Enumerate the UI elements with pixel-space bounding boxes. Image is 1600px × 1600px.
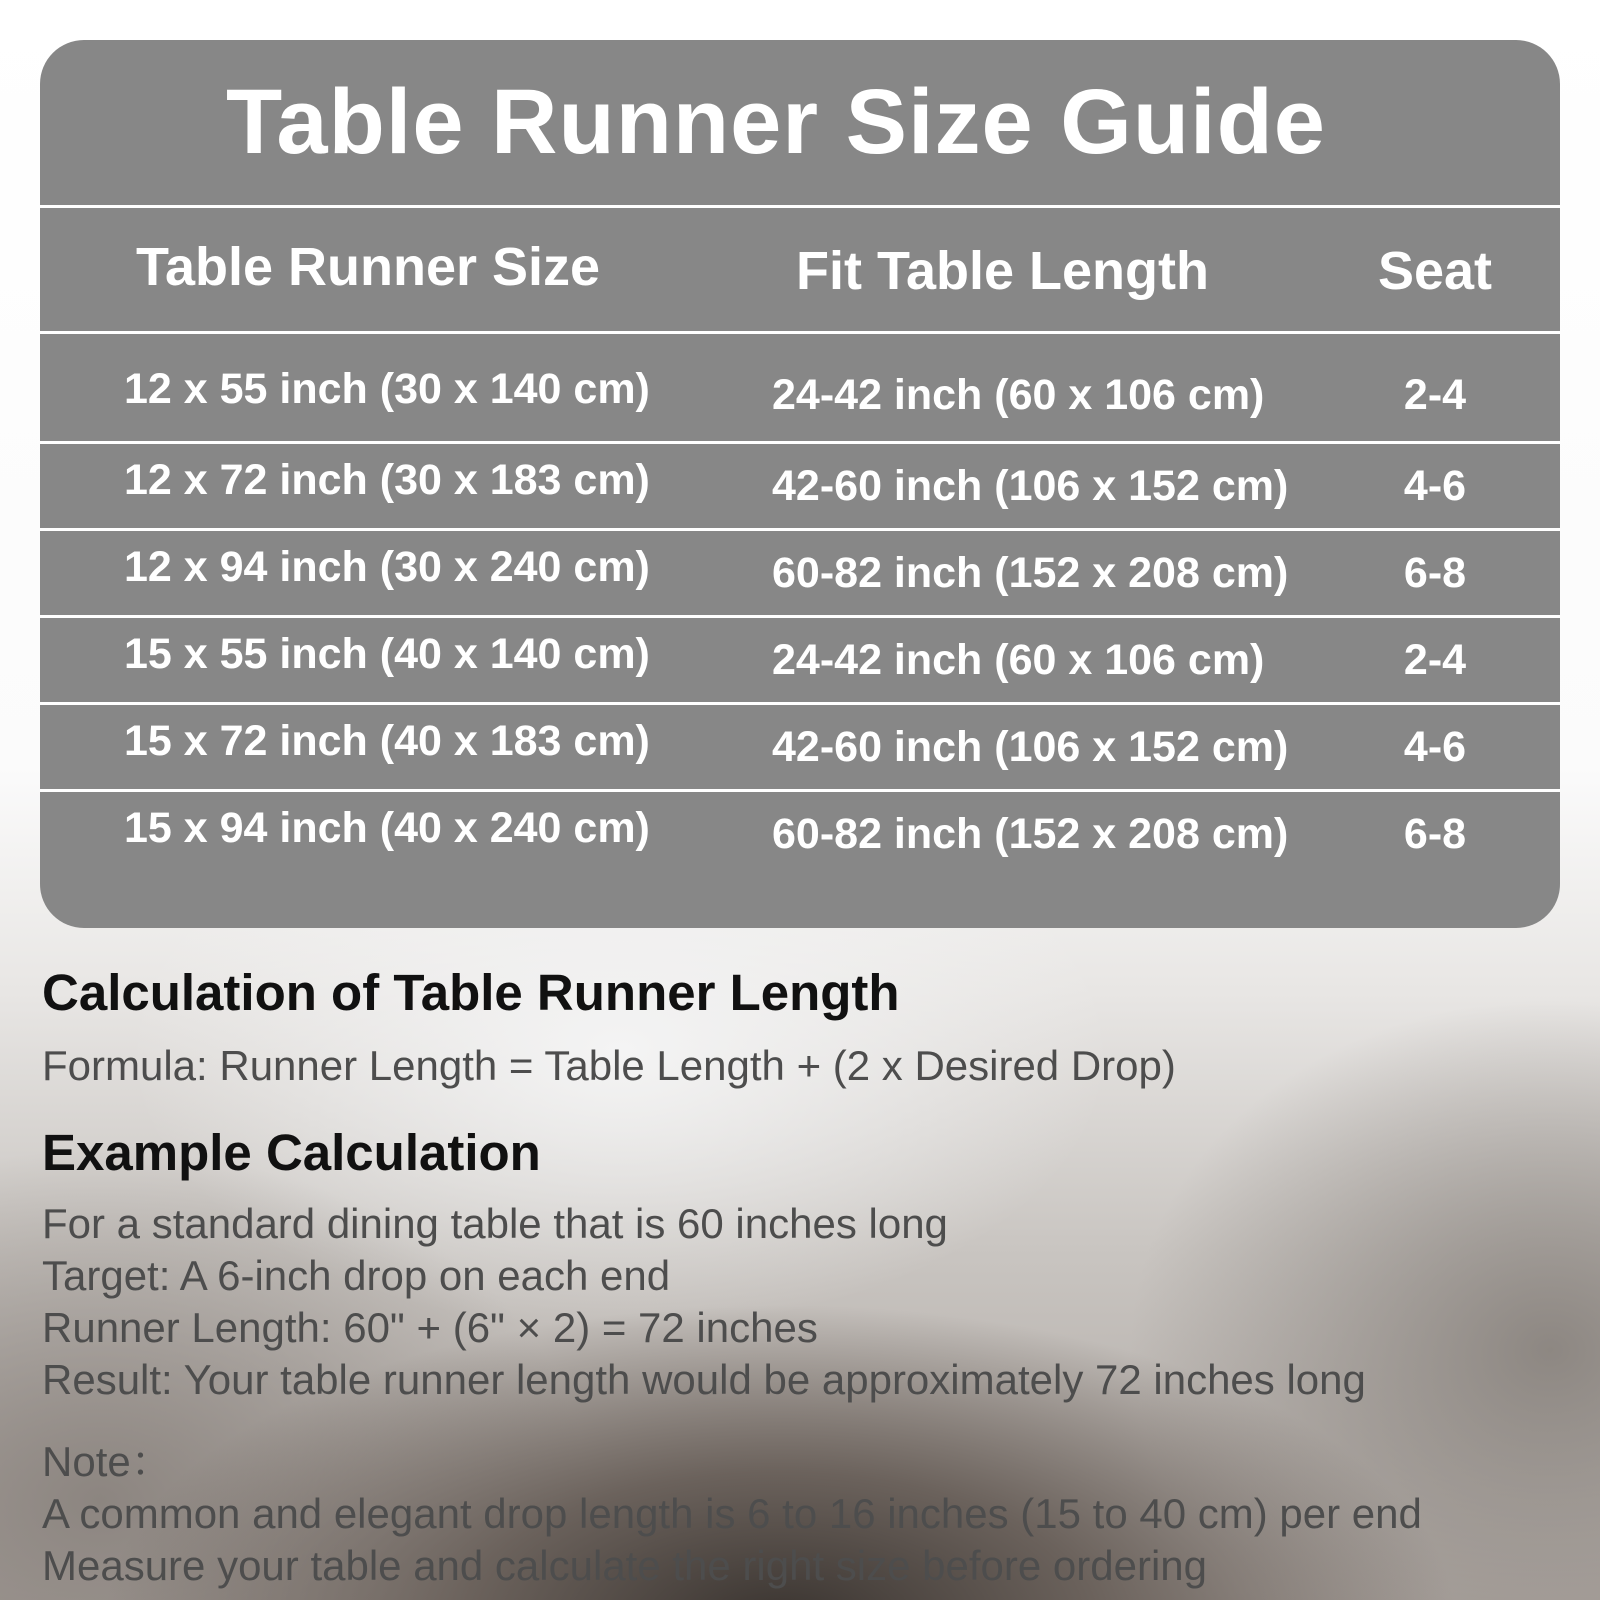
size-guide-card [40, 40, 1560, 928]
formula-text: Formula: Runner Length = Table Length + (2 x Desired Drop) [42, 1042, 1176, 1089]
example-heading: Example Calculation [42, 1124, 541, 1181]
cell-seat: 2-4 [1403, 635, 1467, 684]
calculation-section [42, 963, 1570, 1022]
table-header-row [40, 208, 1560, 331]
cell-runner-size: 15 x 55 inch (40 x 140 cm) [124, 629, 650, 678]
example-section [42, 1123, 1570, 1182]
table-row [40, 334, 1560, 441]
cell-seat: 4-6 [1403, 722, 1467, 771]
calculation-heading: Calculation of Table Runner Length [42, 964, 900, 1021]
table-row [40, 444, 1560, 528]
cell-seat: 6-8 [1403, 548, 1467, 597]
note-label: Note： [42, 1438, 173, 1485]
table-row [40, 705, 1560, 789]
example-lines [42, 1198, 1570, 1406]
header-seat: Seat [1377, 240, 1493, 301]
cell-fit-table-length: 42-60 inch (106 x 152 cm) [772, 722, 1289, 771]
cell-fit-table-length: 60-82 inch (152 x 208 cm) [772, 548, 1289, 597]
cell-runner-size: 15 x 94 inch (40 x 240 cm) [124, 803, 650, 852]
cell-fit-table-length: 24-42 inch (60 x 106 cm) [772, 371, 1265, 419]
cell-seat: 2-4 [1403, 371, 1467, 419]
cell-fit-table-length: 24-42 inch (60 x 106 cm) [772, 635, 1265, 684]
example-line: For a standard dining table that is 60 inches long [42, 1200, 948, 1247]
table-row [40, 531, 1560, 615]
cell-runner-size: 15 x 72 inch (40 x 183 cm) [124, 716, 650, 765]
formula-block [42, 1040, 1570, 1092]
cell-runner-size: 12 x 55 inch (30 x 140 cm) [124, 365, 650, 413]
cell-runner-size: 12 x 94 inch (30 x 240 cm) [124, 542, 650, 591]
page-title: Table Runner Size Guide [226, 71, 1326, 173]
cell-seat: 4-6 [1403, 461, 1467, 510]
example-line: Target: A 6-inch drop on each end [42, 1252, 671, 1299]
table-row [40, 792, 1560, 876]
header-fit-table-length: Fit Table Length [796, 240, 1209, 301]
note-section [42, 1436, 1570, 1592]
table-row [40, 618, 1560, 702]
note-line: A common and elegant drop length is 6 to 16 inches (15 to 40 cm) per end [42, 1490, 1422, 1537]
cell-fit-table-length: 60-82 inch (152 x 208 cm) [772, 809, 1289, 858]
example-line: Result: Your table runner length would be approximately 72 inches long [42, 1356, 1366, 1403]
cell-fit-table-length: 42-60 inch (106 x 152 cm) [772, 461, 1289, 510]
note-line: Measure your table and calculate the right size before ordering [42, 1542, 1208, 1589]
cell-seat: 6-8 [1403, 809, 1467, 858]
example-line: Runner Length: 60" + (6" × 2) = 72 inches [42, 1304, 818, 1351]
header-runner-size: Table Runner Size [136, 236, 601, 297]
cell-runner-size: 12 x 72 inch (30 x 183 cm) [124, 455, 650, 504]
